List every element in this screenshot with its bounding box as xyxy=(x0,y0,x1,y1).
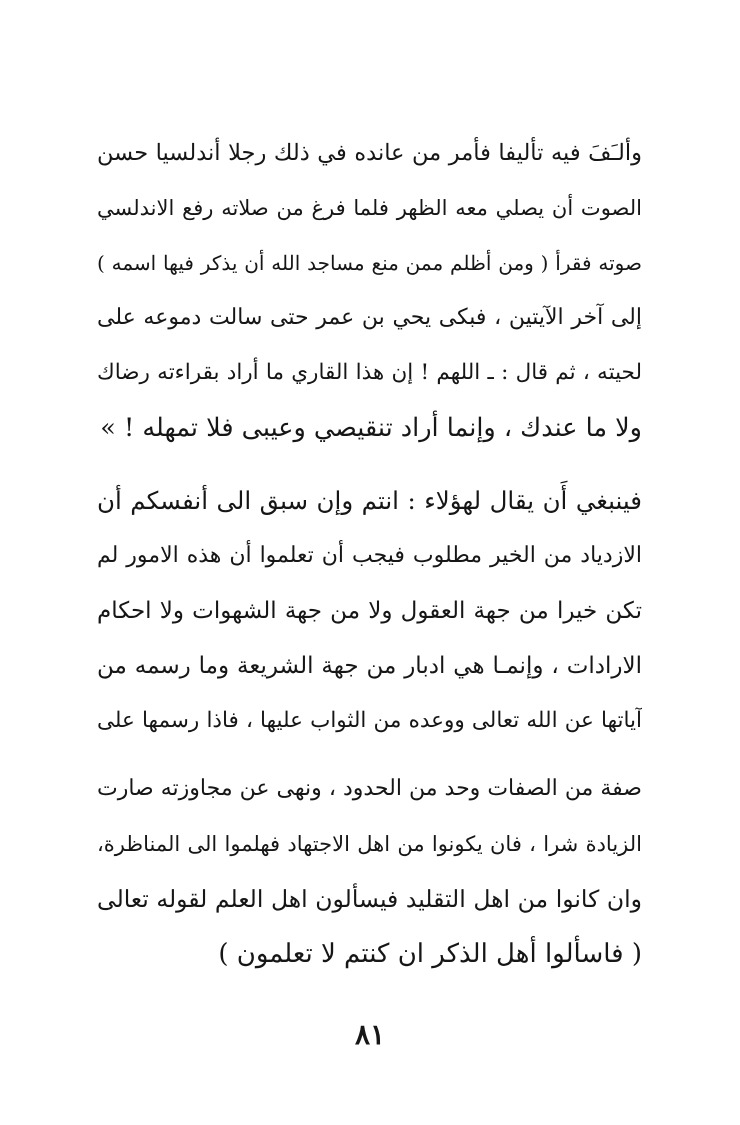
text-line: ولا ما عندك ، وإنما أراد تنقيصي وعيبى فلا تمهله ! » xyxy=(100,413,642,443)
page-number: ٨١ xyxy=(354,1018,386,1051)
text-line: وألـَفَ فيه تأليفا فأمر من عانده في ذلك رجلا أندلسيا حسن xyxy=(97,140,642,166)
text-line: الصوت أن يصلي معه الظهر فلما فرغ من صلاته رفع الاندلسي xyxy=(97,196,642,220)
text-line: ( فاسألوا أهل الذكر ان كنتم لا تعلمون ) xyxy=(218,939,642,969)
text-line: وان كانوا من اهل التقليد فيسألون اهل العلم لقوله تعالى xyxy=(97,885,642,913)
text-line: صوته فقرأ ( ومن أظلم ممن منع مساجد الله أن يذكر فيها اسمه ) xyxy=(97,251,642,275)
text-line: الازدياد من الخير مطلوب فيجب أن تعلموا أن هذه الامور لم xyxy=(97,543,642,568)
text-line: آياتها عن الله تعالى ووعده من الثواب عليها ، فاذا رسمها على xyxy=(97,708,642,733)
text-line: لحيته ، ثم قال : ـ اللهم ! إن هذا القاري ما أراد بقراءته رضاك xyxy=(97,360,642,385)
text-line: الارادات ، وإنمـا هي ادبار من جهة الشريعة وما رسمه من xyxy=(97,653,642,679)
text-line: الزيادة شرا ، فان يكونوا من اهل الاجتهاد فهلموا الى المناظرة، xyxy=(97,832,642,856)
text-line: تكن خيرا من جهة العقول ولا من جهة الشهوات ولا احكام xyxy=(97,598,642,624)
text-line: إلى آخر الآيتين ، فبكى يحي بن عمر حتى سالت دموعه على xyxy=(97,305,642,330)
text-line: صفة من الصفات وحد من الحدود ، ونهى عن مجاوزته صارت xyxy=(97,776,642,801)
text-line: فينبغي أَن يقال لهؤلاء : انتم وإن سبق الى أنفسكم أن xyxy=(97,486,642,515)
